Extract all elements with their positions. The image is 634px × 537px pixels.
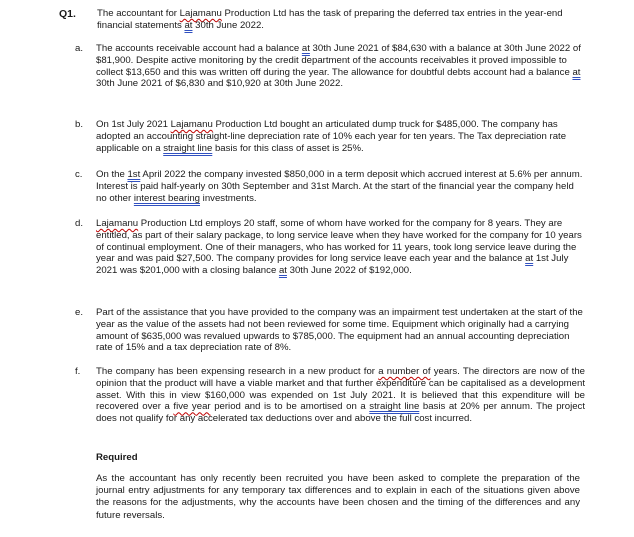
item-at: at xyxy=(572,66,581,78)
item-d-text xyxy=(96,218,585,277)
item-straight-line: straight line xyxy=(369,401,420,413)
item-e-text: Part of the assistance that you have provided to the company was an impairment test undertaken at the start of the year as the value of the assets had not been reviewed for some time. Equipment which originally had a carrying amount of $635,000 was revalued upwards to $785,000. The equipment had an annual accounting depreciation rate of 15% and a tax depreciation rate of 8%. xyxy=(96,307,583,354)
item-letter: a. xyxy=(75,43,84,54)
item-text: The company has been expensing research in a new product for xyxy=(96,366,379,377)
item-text: 30th June 2022 of $192,000. xyxy=(286,265,412,277)
item-letter: d. xyxy=(75,218,84,229)
required-heading: Required xyxy=(96,452,138,463)
item-text: investments. xyxy=(200,192,257,204)
item-letter: f. xyxy=(75,366,81,377)
item-text: basis at 20% per annum. The project does not qualify for any accelerated tax deductions over and above the full cost incurred. xyxy=(96,401,585,425)
item-at: at xyxy=(278,265,287,277)
item-a-number-of: a number of xyxy=(378,366,431,377)
item-text: period and is to be amortised on a xyxy=(210,401,370,413)
item-text: 30th June 2021 of $84,630 with a balance at 30th June 2022 of $81,900. Despite active monitoring by the credit department of the accounts receivables it proved impossible to collect $13,650 and this was written off during the year. The allowance for doubtful debts account had a balance xyxy=(96,43,581,78)
item-letter: c. xyxy=(75,169,83,180)
item-text: Production Ltd bought an articulated dump truck for $485,000. The company has adopted an accounting straight-line depreciation rate of 10% each year for ten years. The Tax depreciation rate applicable on a xyxy=(96,119,567,154)
intro-text: The accountant for xyxy=(97,8,180,19)
item-a xyxy=(75,43,585,105)
item-straight-line: straight line xyxy=(163,142,213,154)
item-five-year: five year xyxy=(173,401,211,413)
item-text: Production Ltd employs 20 staff, some of whom have worked for the company for 8 years. They are entitled, as part of their salary package, to long service leave when they have worked for the company for 10 years of continual employment. One of their managers, who has worked for 11 years, took long service leave during the year and was paid $27,500. The company provides for long service leave each year and the balance xyxy=(96,218,582,265)
item-e xyxy=(75,307,585,357)
item-d xyxy=(75,218,585,292)
item-text: 30th June 2021 of $6,830 and $10,920 at 30th June 2022. xyxy=(96,78,343,90)
item-c-text xyxy=(96,169,585,204)
company-name: Lajamanu xyxy=(170,119,213,130)
item-b-text xyxy=(96,119,585,154)
item-a-text xyxy=(96,43,585,90)
item-text: 1st July 2021 was $201,000 with a closing balance xyxy=(96,253,569,277)
required-text: As the accountant has only recently been recruited you have been asked to complete the preparation of the journal entry adjustments for any temporary tax differences and to explain in each of the situations given above the reasons for the adjustments, why the accounts have been chosen and the timing of the differences and any future reversals. xyxy=(96,473,580,521)
item-at: at xyxy=(301,43,310,54)
company-name: Lajamanu xyxy=(179,8,222,19)
item-text: April 2022 the company invested $850,000 in a term deposit which accrued interest at 5.6% per annum. Interest is paid half-yearly on 30th September and 31st March. At the start of the financial year the company held no other xyxy=(96,169,583,204)
question-intro xyxy=(97,8,597,32)
item-text: The accounts receivable account had a balance xyxy=(96,43,302,54)
item-text: On 1st July 2021 xyxy=(96,119,171,130)
item-c xyxy=(75,169,585,207)
item-text: years. The directors are now of the opinion that the product will have a viable market and that further expenditure can be capitalised as a development asset. With this in view $160,000 was expended on 1st July 2021. It is believed that this expenditure will be recovered over a xyxy=(96,366,585,413)
intro-text: 30th June 2022. xyxy=(192,20,264,31)
item-interest-bearing: interest bearing xyxy=(133,192,201,204)
company-name: Lajamanu xyxy=(96,218,139,229)
item-f xyxy=(75,366,585,440)
intro-text: Production Ltd has the task of preparing the deferred tax entries in the year-end financial statements xyxy=(97,8,563,31)
item-letter: b. xyxy=(75,119,84,130)
item-text: On the xyxy=(96,169,128,180)
item-letter: e. xyxy=(75,307,84,318)
item-first: 1st xyxy=(127,169,141,180)
item-f-text xyxy=(96,366,585,425)
intro-at: at xyxy=(184,20,193,31)
question-number: Q1. xyxy=(59,8,76,20)
item-at: at xyxy=(525,253,534,265)
item-b xyxy=(75,119,585,157)
item-text: basis for this class of asset is 25%. xyxy=(212,142,364,154)
